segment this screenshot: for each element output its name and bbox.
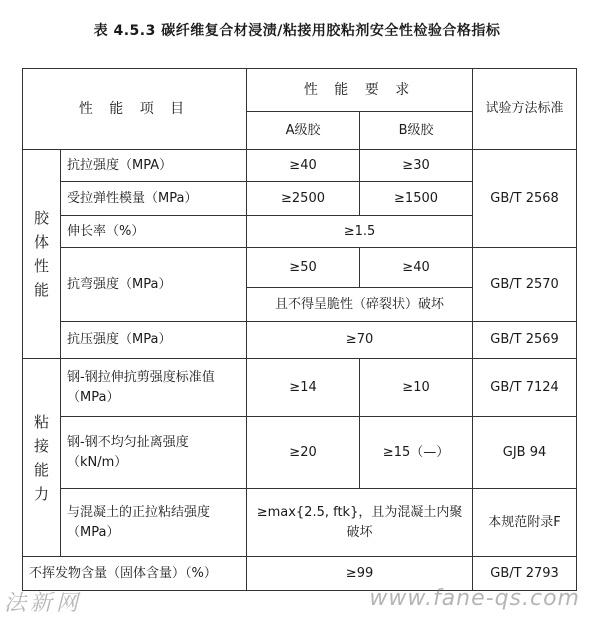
row-modulus-b: ≥1500 [360,182,473,216]
row-elongation-name: 伸长率（%） [61,216,247,248]
category-bonding: 粘 接 能 力 [23,359,61,557]
row-concrete-value: ≥max{2.5, ftk}，且为混凝土内聚破坏 [247,489,473,557]
row-tensile-name: 抗拉强度（MPA） [61,150,247,182]
row-modulus-name: 受拉弹性模量（MPa） [61,182,247,216]
row-shear-name: 钢-钢拉伸抗剪强度标准值（MPa） [61,359,247,417]
table-title: 表 4.5.3 碳纤维复合材浸渍/粘接用胶粘剂安全性检验合格指标 [93,23,501,39]
row-modulus-a: ≥2500 [247,182,360,216]
spec-table [22,68,577,591]
row-tensile-b: ≥30 [360,150,473,182]
row-nonvolatile-value: ≥99 [247,557,473,591]
watermark [0,586,594,616]
header-item: 性 能 项 目 [23,69,247,150]
method-gjb94: GJB 94 [473,417,577,489]
row-peel-b: ≥15（—） [360,417,473,489]
header-grade-a: A级胶 [247,112,360,150]
row-nonvolatile-name: 不挥发物含量（固体含量）（%） [23,557,247,591]
watermark-right: www.fane-qs.com [369,586,580,611]
header-method: 试验方法标准 [473,69,577,150]
row-compressive-value: ≥70 [247,322,473,359]
method-2570: GB/T 2570 [473,248,577,322]
row-peel-name: 钢-钢不均匀扯离强度（kN/m） [61,417,247,489]
row-concrete-name: 与混凝土的正拉粘结强度（MPa） [61,489,247,557]
row-elongation-value: ≥1.5 [247,216,473,248]
method-2568: GB/T 2568 [473,150,577,248]
row-flexural-note: 且不得呈脆性（碎裂状）破坏 [247,288,473,322]
method-2793: GB/T 2793 [473,557,577,591]
watermark-left: 法新网 [4,591,83,616]
category-colloid: 胶 体 性 能 [23,150,61,359]
row-flexural-b: ≥40 [360,248,473,288]
row-shear-a: ≥14 [247,359,360,417]
method-2569: GB/T 2569 [473,322,577,359]
row-shear-b: ≥10 [360,359,473,417]
header-requirement: 性 能 要 求 [247,69,473,112]
row-compressive-name: 抗压强度（MPa） [61,322,247,359]
header-grade-b: B级胶 [360,112,473,150]
method-7124: GB/T 7124 [473,359,577,417]
row-peel-a: ≥20 [247,417,360,489]
row-tensile-a: ≥40 [247,150,360,182]
row-flexural-name: 抗弯强度（MPa） [61,248,247,322]
row-flexural-a: ≥50 [247,248,360,288]
method-appendix-f: 本规范附录F [473,489,577,557]
